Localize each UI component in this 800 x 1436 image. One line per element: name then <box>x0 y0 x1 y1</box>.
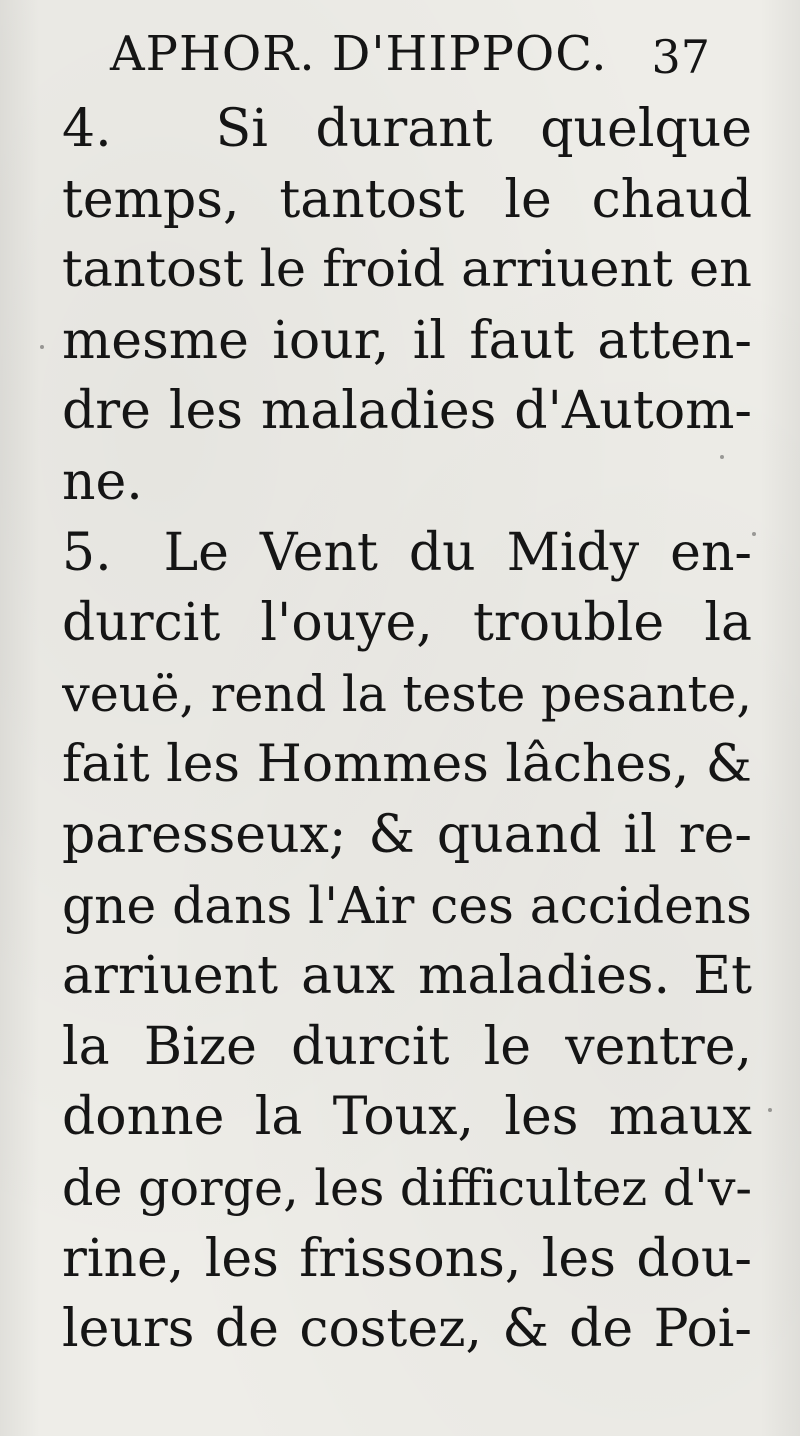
text-line: de gorge, les difficultez d'v- <box>62 1158 752 1217</box>
text-line: donne la Toux, les maux <box>62 1087 752 1148</box>
text-line: mesme iour, il faut atten- <box>62 310 752 371</box>
body-text <box>62 94 752 1365</box>
text-line: leurs de costez, & de Poi- <box>62 1299 752 1360</box>
text-line: paresseux; & quand il re- <box>62 804 752 865</box>
text-line: 4. Si durant quelque <box>62 99 752 159</box>
text-line: rine, les frissons, les dou- <box>62 1228 752 1289</box>
text-line: durcit l'ouye, trouble la <box>62 593 752 654</box>
running-head <box>110 26 730 90</box>
text-line: dre les maladies d'Autom- <box>62 381 752 442</box>
text-line: tantost le froid arriuent en <box>62 240 752 300</box>
text-line: la Bize durcit le ventre, <box>62 1016 752 1077</box>
ink-speck <box>720 455 724 459</box>
running-title: APHOR. D'HIPPOC. <box>110 26 608 82</box>
text-line: temps, tantost le chaud <box>62 169 752 230</box>
ink-speck <box>40 345 44 349</box>
text-line: veuë, rend la teste pesante, <box>62 664 752 723</box>
text-line: arriuent aux maladies. Et <box>62 946 752 1007</box>
page-number: 37 <box>651 30 710 84</box>
text-line: fait les Hommes lâches, & <box>62 734 752 795</box>
text-line: ne. <box>62 451 143 512</box>
ink-speck <box>752 532 756 536</box>
ink-speck <box>768 1108 772 1112</box>
text-line: gne dans l'Air ces accidens <box>62 875 752 935</box>
text-line: 5. Le Vent du Midy en- <box>62 522 752 583</box>
